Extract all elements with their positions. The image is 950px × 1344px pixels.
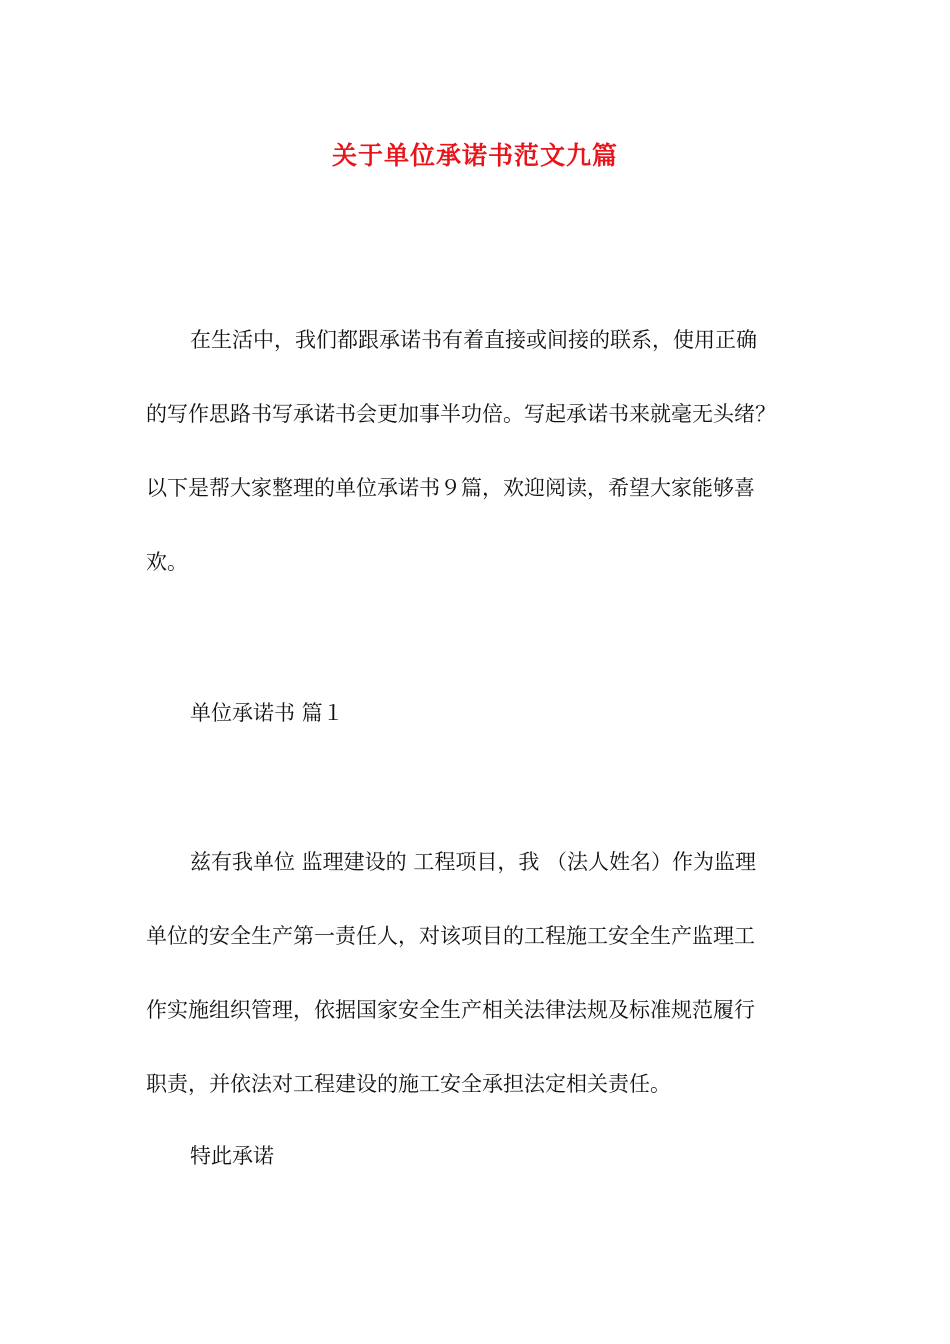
intro-line: 以下是帮大家整理的单位承诺书９篇，欢迎阅读，希望大家能够喜 — [146, 476, 755, 500]
intro-paragraph — [146, 303, 810, 599]
closing-text: 特此承诺 — [190, 1144, 274, 1168]
intro-line: 的写作思路书写承诺书会更加事半功倍。写起承诺书来就毫无头绪？ — [146, 402, 776, 426]
document-title: 关于单位承诺书范文九篇 — [331, 141, 618, 170]
body-line: 单位的安全生产第一责任人，对该项目的工程施工安全生产监理工 — [146, 924, 755, 948]
body-line: 职责，并依法对工程建设的施工安全承担法定相关责任。 — [146, 1072, 671, 1096]
body-line: 兹有我单位 监理建设的 工程项目，我 （法人姓名）作为监理 — [190, 850, 757, 874]
intro-line: 在生活中，我们都跟承诺书有着直接或间接的联系，使用正确 — [190, 328, 757, 352]
body-paragraph — [146, 825, 810, 1121]
closing-statement — [146, 1119, 810, 1193]
section-heading-text: 单位承诺书 篇１ — [190, 701, 344, 725]
section-heading — [146, 676, 810, 750]
body-line: 作实施组织管理，依据国家安全生产相关法律法规及标准规范履行 — [146, 998, 755, 1022]
intro-line: 欢。 — [146, 550, 188, 574]
